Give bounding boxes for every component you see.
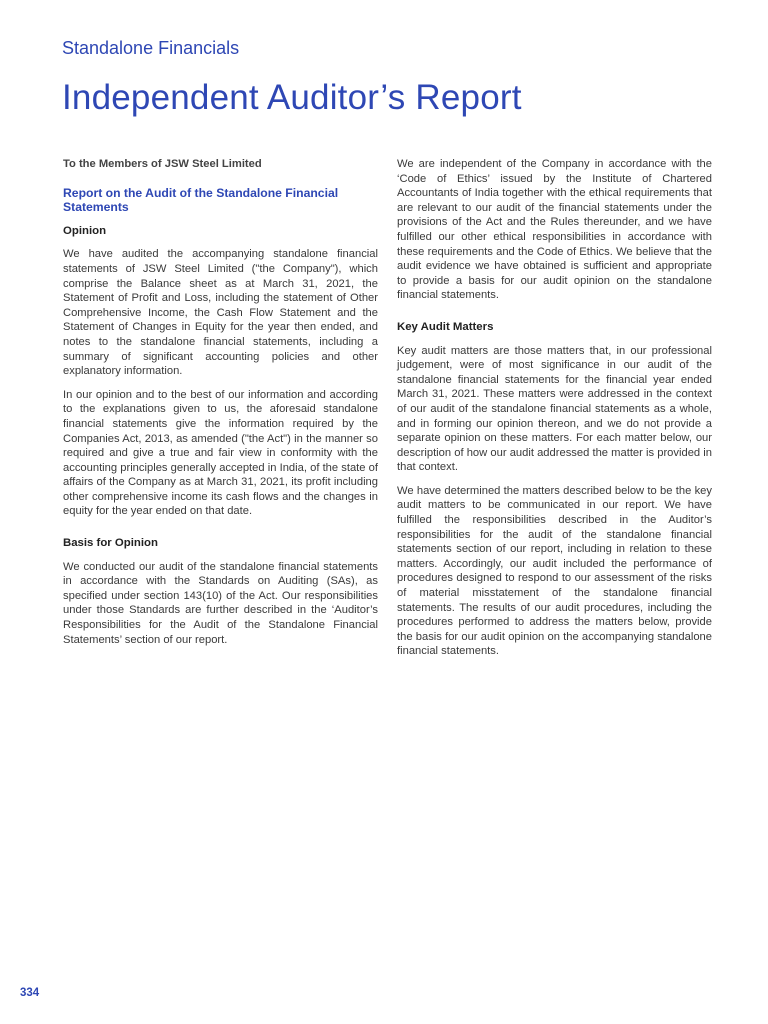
left-column bbox=[63, 157, 378, 656]
basis-paragraph: We conducted our audit of the standalone financial statements in accordance with the Standards on Auditing (SAs), as specified under section 143(10) of the Act. Our responsibilities under those Standards are further described in the ‘Auditor’s Responsibilities for the Audit of the Standalone Financial Statements’ section of our report. bbox=[63, 560, 378, 646]
page-number: 334 bbox=[20, 987, 40, 999]
independence-paragraph: We are independent of the Company in accordance with the ‘Code of Ethics’ issued by the Institute of Chartered Accountants of India together with the ethical requirements that are relevant to our audit of the financial statements under the provisions of the Act and the Rules thereunder, and we have fulfilled our other ethical responsibilities in accordance with these requirements and the Code of Ethics. We believe that the audit evidence we have obtained is sufficient and appropriate to provide a basis for our audit opinion on the standalone financial statements. bbox=[397, 158, 712, 302]
kam-heading: Key Audit Matters bbox=[397, 320, 494, 333]
kam-paragraph-2: We have determined the matters described below to be the key audit matters to be communicated in our report. We have fulfilled the responsibilities described in the Auditor’s responsibilities for the audit of the standalone financial statements section of our report, including in relation to these matters. Accordingly, our audit included the performance of procedures designed to respond to our assessment of the risks of material misstatement of the standalone financial statements. The results of our audit procedures, including the procedures performed to address the matters below, provide the basis for our audit opinion on the accompanying standalone financial statements. bbox=[397, 484, 712, 658]
kam-paragraph-1: Key audit matters are those matters that, in our professional judgement, were of most significance in our audit of the standalone financial statements for the financial year ended March 31, 2021. These matters were addressed in the context of our audit of the standalone financial statements as a whole, and in forming our opinion thereon, and we do not provide a separate opinion on these matters. For each matter below, our description of how our audit addressed the matter is provided in that context. bbox=[397, 344, 712, 474]
report-heading: Report on the Audit of the Standalone Financial Statements bbox=[63, 185, 339, 215]
opinion-heading: Opinion bbox=[63, 224, 107, 237]
opinion-paragraph-1: We have audited the accompanying standalone financial statements of JSW Steel Limited ("the Company"), which comprise the Balance sheet as at March 31, 2021, the Statement of Profit and Loss, including the statement of Other Comprehensive Income, the Cash Flow Statement and the Statement of Changes in Equity for the year then ended, and notes to the standalone financial statements, including a summary of significant accounting policies and other explanatory information. bbox=[63, 248, 378, 378]
addressee: To the Members of JSW Steel Limited bbox=[63, 158, 262, 170]
section-label: Standalone Financials bbox=[62, 38, 240, 58]
page-title: Independent Auditor’s Report bbox=[62, 78, 522, 117]
opinion-paragraph-2: In our opinion and to the best of our information and according to the explanations given to us, the aforesaid standalone financial statements give the information required by the Companies Act, 2013, as amended ("the Act") in the manner so required and give a true and fair view in conformity with the accounting principles generally accepted in India, of the state of affairs of the Company as at March 31, 2021, its profit including other comprehensive income its cash flows and the changes in equity for the year ended on that date. bbox=[63, 388, 378, 518]
right-column bbox=[397, 157, 712, 668]
basis-heading: Basis for Opinion bbox=[63, 537, 158, 550]
